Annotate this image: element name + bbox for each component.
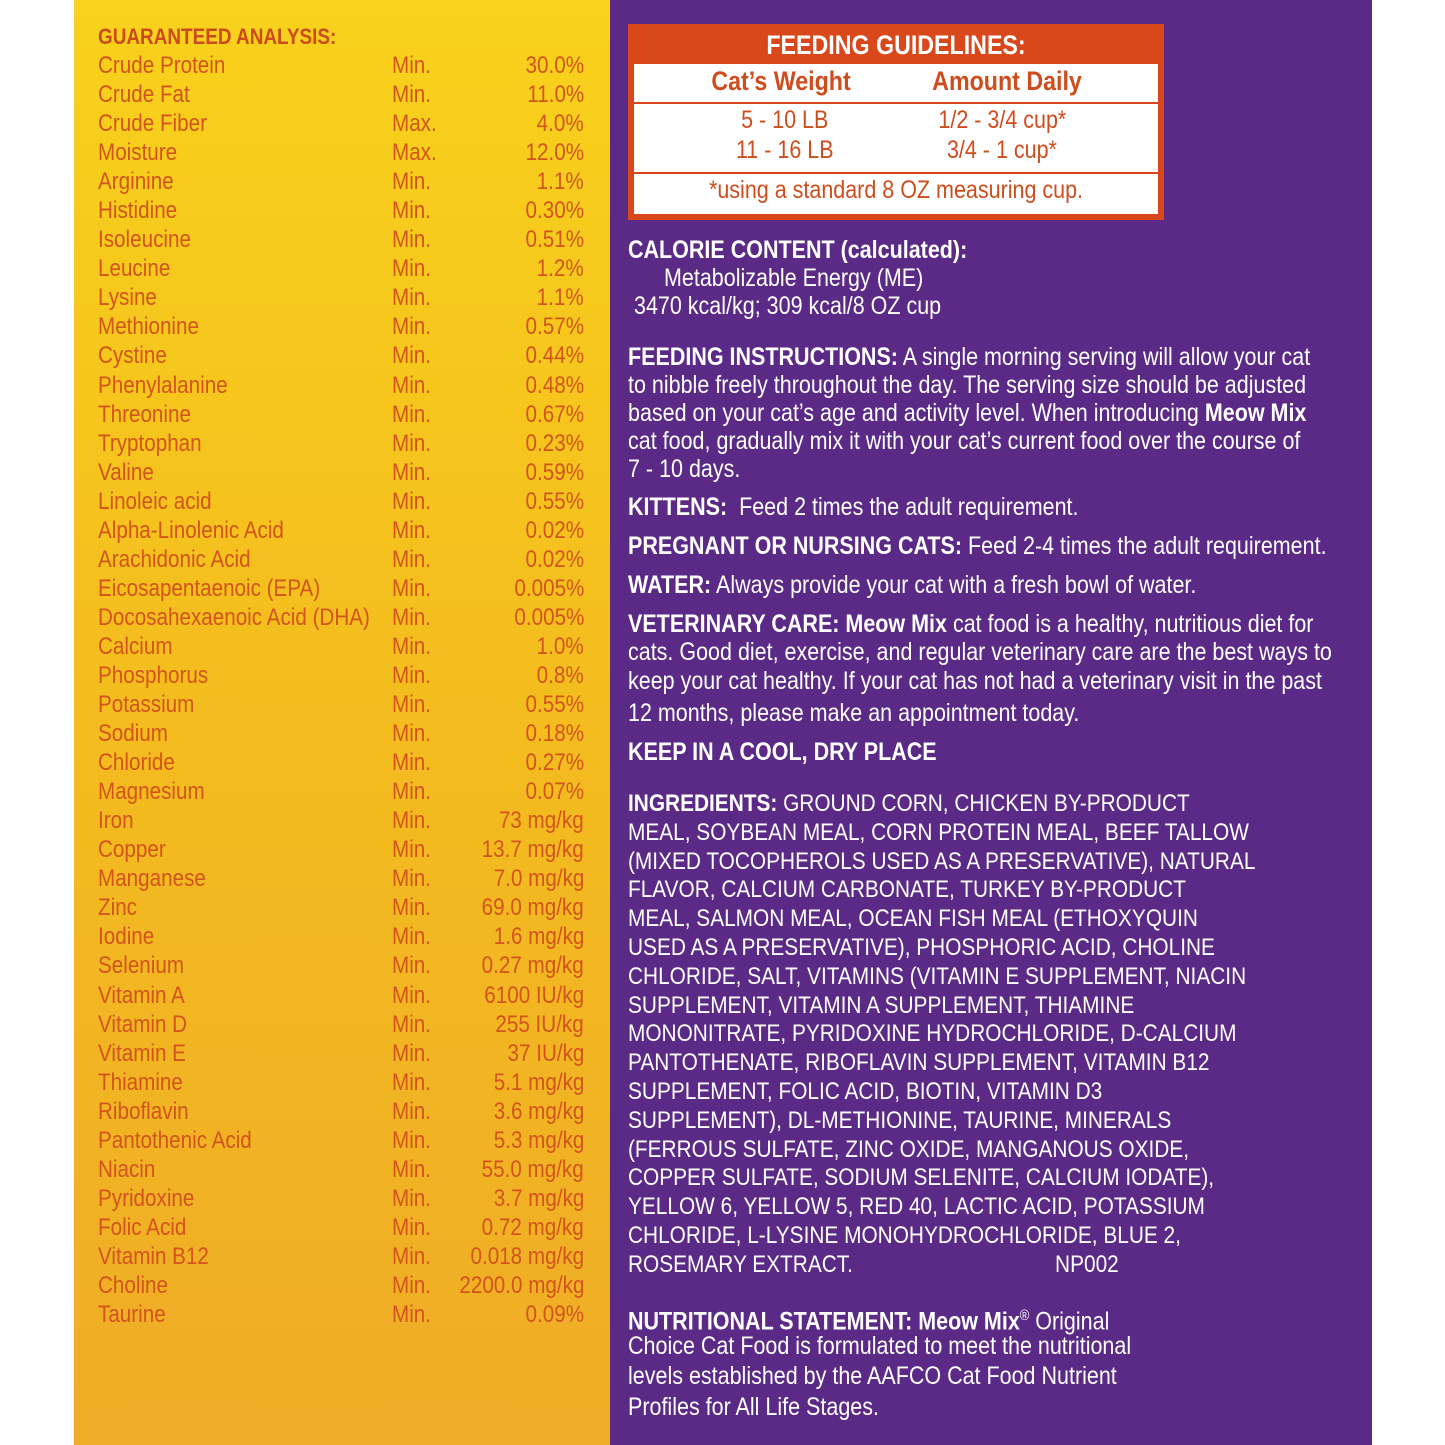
vet-line: cats. Good diet, exercise, and regular veterinary care are the best ways to: [628, 638, 1332, 666]
ingredients-line: PANTOTHENATE, RIBOFLAVIN SUPPLEMENT, VITAMIN B12: [628, 1049, 1210, 1077]
instructions-line: cat food, gradually mix it with your cat’s current food over the course of: [628, 427, 1301, 455]
analysis-row: [98, 80, 584, 109]
nutrient-value: 7.0 mg/kg: [493, 865, 584, 893]
analysis-row: [98, 429, 584, 458]
analysis-row: [98, 487, 584, 516]
ingredients-line: COPPER SULFATE, SODIUM SELENITE, CALCIUM IODATE),: [628, 1164, 1215, 1192]
nutrient-qualifier: Min.: [392, 1184, 431, 1212]
kittens-line: KITTENS: Feed 2 times the adult requirement.: [628, 493, 1079, 521]
nutrient-qualifier: Min.: [392, 1242, 431, 1270]
analysis-row: [98, 719, 584, 748]
ingredients-line: INGREDIENTS: GROUND CORN, CHICKEN BY-PRODUCT: [628, 790, 1190, 817]
ingredients-line: (FERROUS SULFATE, ZINC OXIDE, MANGANOUS OXIDE,: [628, 1135, 1189, 1163]
analysis-row: [98, 574, 584, 603]
nutrient-name: Pyridoxine: [98, 1184, 195, 1212]
nutrient-value: 0.005%: [513, 603, 584, 631]
analysis-row: [98, 196, 584, 225]
nutrient-value: 0.02%: [525, 545, 584, 573]
analysis-row: [98, 632, 584, 661]
nutrient-name: Niacin: [98, 1155, 156, 1183]
nutrient-value: 0.59%: [525, 458, 584, 486]
nutrient-name: Phenylalanine: [98, 371, 228, 399]
nutrient-name: Eicosapentaenoic (EPA): [98, 574, 321, 602]
nutrient-qualifier: Min.: [392, 1126, 431, 1154]
ingredients-line: (MIXED TOCOPHEROLS USED AS A PRESERVATIVE), NATURAL: [628, 847, 1256, 875]
vet-line: 12 months, please make an appointment today.: [628, 699, 1080, 727]
nutrient-qualifier: Min.: [392, 632, 431, 660]
nutrient-value: 0.44%: [525, 342, 584, 370]
nutrient-qualifier: Min.: [392, 1213, 431, 1241]
nutrient-qualifier: Min.: [392, 516, 431, 544]
analysis-row: [98, 312, 584, 341]
nutrient-name: Folic Acid: [98, 1213, 187, 1241]
analysis-row: [98, 51, 584, 80]
instructions-line: 7 - 10 days.: [628, 455, 741, 483]
nutrient-name: Crude Fiber: [98, 110, 207, 138]
analysis-row: [98, 516, 584, 545]
nutrient-name: Threonine: [98, 400, 191, 428]
storage-note: KEEP IN A COOL, DRY PLACE: [628, 738, 937, 766]
vet-line: VETERINARY CARE: Meow Mix cat food is a healthy, nutritious diet for: [628, 610, 1314, 638]
nutrient-value: 0.51%: [525, 226, 584, 254]
nutrient-value: 5.1 mg/kg: [493, 1068, 584, 1096]
analysis-row: [98, 1068, 584, 1097]
nutrient-value: 255 IU/kg: [495, 1010, 584, 1038]
nutrient-qualifier: Min.: [392, 284, 431, 312]
nutrient-value: 0.57%: [525, 313, 584, 341]
nutrient-qualifier: Min.: [392, 574, 431, 602]
nutrient-qualifier: Min.: [392, 342, 431, 370]
ingredients-block: [628, 790, 1256, 1280]
ingredients-line: MONONITRATE, PYRIDOXINE HYDROCHLORIDE, D-CALCIUM: [628, 1020, 1237, 1048]
analysis-row: [98, 981, 584, 1010]
nutrient-name: Phosphorus: [98, 661, 209, 689]
nutrient-qualifier: Min.: [392, 749, 431, 777]
nutrient-name: Calcium: [98, 632, 173, 660]
nutrient-qualifier: Min.: [392, 1271, 431, 1299]
nutrient-name: Sodium: [98, 720, 168, 748]
weight-cell: 5 - 10 LB: [741, 106, 829, 134]
nutrient-name: Moisture: [98, 139, 178, 167]
nutrient-name: Iodine: [98, 923, 155, 951]
nutrient-name: Arginine: [98, 168, 174, 196]
nutrient-value: 2200.0 mg/kg: [458, 1271, 584, 1299]
nutritional-line: levels established by the AAFCO Cat Food Nutrient: [628, 1362, 1117, 1390]
nutrient-name: Magnesium: [98, 778, 205, 806]
nutrient-value: 12.0%: [525, 139, 584, 167]
analysis-row: [98, 922, 584, 951]
col-header-amount: Amount Daily: [932, 66, 1082, 96]
analysis-row: [98, 1271, 584, 1300]
analysis-row: [98, 603, 584, 632]
nutrient-qualifier: Min.: [392, 720, 431, 748]
guaranteed-analysis-table: [98, 51, 584, 1329]
nutrient-name: Riboflavin: [98, 1097, 189, 1125]
nutrient-qualifier: Min.: [392, 52, 431, 79]
analysis-row: [98, 138, 584, 167]
nutrient-value: 0.018 mg/kg: [470, 1242, 584, 1270]
analysis-row: [98, 806, 584, 835]
analysis-row: [98, 1300, 584, 1329]
analysis-row: [98, 690, 584, 719]
analysis-row: [98, 254, 584, 283]
nutrient-qualifier: Min.: [392, 865, 431, 893]
feeding-guidelines-title: FEEDING GUIDELINES:: [766, 30, 1026, 60]
nutrient-value: 13.7 mg/kg: [481, 836, 584, 864]
analysis-row: [98, 1039, 584, 1068]
analysis-row: [98, 893, 584, 922]
nutrient-name: Copper: [98, 836, 166, 864]
nutrient-qualifier: Min.: [392, 1301, 431, 1329]
nutrient-value: 0.72 mg/kg: [481, 1213, 584, 1241]
nutrient-value: 1.0%: [536, 632, 584, 660]
nutrient-value: 3.6 mg/kg: [493, 1097, 584, 1125]
nutrient-name: Choline: [98, 1271, 168, 1299]
analysis-row: [98, 1126, 584, 1155]
analysis-row: [98, 777, 584, 806]
nutrient-value: 0.67%: [525, 400, 584, 428]
nutrient-name: Alpha-Linolenic Acid: [98, 516, 284, 544]
nutrient-value: 0.27%: [525, 749, 584, 777]
pregnant-line: PREGNANT OR NURSING CATS: Feed 2-4 times the adult requirement.: [628, 532, 1327, 560]
analysis-row: [98, 167, 584, 196]
amount-cell: 1/2 - 3/4 cup*: [938, 106, 1067, 134]
analysis-row: [98, 1010, 584, 1039]
ingredients-line: MEAL, SALMON MEAL, OCEAN FISH MEAL (ETHOXYQUIN: [628, 905, 1198, 933]
nutrient-qualifier: Min.: [392, 1039, 431, 1067]
nutrient-value: 0.07%: [525, 778, 584, 806]
nutrient-value: 0.30%: [525, 197, 584, 225]
nutrient-name: Vitamin D: [98, 1010, 188, 1038]
calorie-heading: CALORIE CONTENT (calculated):: [628, 236, 968, 264]
ingredients-line: CHLORIDE, SALT, VITAMINS (VITAMIN E SUPPLEMENT, NIACIN: [628, 962, 1247, 990]
water-line: WATER: Always provide your cat with a fresh bowl of water.: [628, 571, 1197, 599]
nutritional-line: Profiles for All Life Stages.: [628, 1393, 879, 1421]
nutrient-value: 69.0 mg/kg: [481, 894, 584, 922]
nutrient-value: 1.2%: [536, 255, 584, 283]
guaranteed-analysis-title: GUARANTEED ANALYSIS:: [98, 24, 337, 49]
nutrient-qualifier: Min.: [392, 952, 431, 980]
nutrient-qualifier: Min.: [392, 371, 431, 399]
instructions-line: FEEDING INSTRUCTIONS: A single morning serving will allow your cat: [628, 343, 1311, 371]
ingredients-line: CHLORIDE, L-LYSINE MONOHYDROCHLORIDE, BLUE 2,: [628, 1221, 1181, 1249]
nutrient-name: Leucine: [98, 255, 171, 283]
nutrient-value: 1.1%: [536, 168, 584, 196]
nutrient-qualifier: Min.: [392, 981, 431, 1009]
nutrient-value: 37 IU/kg: [507, 1039, 584, 1067]
nutrient-value: 1.6 mg/kg: [493, 923, 584, 951]
instructions-line: based on your cat’s age and activity level. When introducing Meow Mix: [628, 399, 1307, 427]
nutrient-value: 0.8%: [536, 661, 584, 689]
nutrient-value: 55.0 mg/kg: [481, 1155, 584, 1183]
analysis-row: [98, 1155, 584, 1184]
ingredients-line: SUPPLEMENT, VITAMIN A SUPPLEMENT, THIAMINE: [628, 991, 1135, 1019]
nutrient-qualifier: Min.: [392, 1097, 431, 1125]
ingredients-line: ROSEMARY EXTRACT. NP002: [628, 1250, 1119, 1278]
vet-line: keep your cat healthy. If your cat has not had a veterinary visit in the past: [628, 667, 1322, 695]
nutrient-qualifier: Min.: [392, 168, 431, 196]
analysis-row: [98, 371, 584, 400]
analysis-row: [98, 951, 584, 980]
analysis-row: [98, 835, 584, 864]
ingredients-line: USED AS A PRESERVATIVE), PHOSPHORIC ACID, CHOLINE: [628, 933, 1215, 961]
analysis-row: [98, 545, 584, 574]
analysis-row: [98, 1097, 584, 1126]
nutrient-qualifier: Min.: [392, 836, 431, 864]
nutrient-qualifier: Min.: [392, 313, 431, 341]
nutrient-name: Thiamine: [98, 1068, 183, 1096]
nutrient-qualifier: Min.: [392, 894, 431, 922]
nutrient-name: Potassium: [98, 691, 195, 719]
nutrient-value: 6100 IU/kg: [484, 981, 584, 1009]
analysis-row: [98, 109, 584, 138]
instructions-line: to nibble freely throughout the day. The serving size should be adjusted: [628, 371, 1307, 399]
nutrient-qualifier: Min.: [392, 807, 431, 835]
nutrient-qualifier: Max.: [392, 139, 437, 167]
nutrient-value: 3.7 mg/kg: [493, 1184, 584, 1212]
nutrient-value: 0.55%: [525, 691, 584, 719]
analysis-row: [98, 748, 584, 777]
nutrient-name: Vitamin B12: [98, 1242, 209, 1270]
nutrient-qualifier: Min.: [392, 778, 431, 806]
analysis-row: [98, 341, 584, 370]
nutrient-name: Crude Fat: [98, 81, 190, 109]
nutrient-name: Methionine: [98, 313, 199, 341]
nutritional-line: Choice Cat Food is formulated to meet the nutritional: [628, 1332, 1132, 1360]
nutrient-value: 0.18%: [525, 720, 584, 748]
analysis-row: [98, 400, 584, 429]
nutrient-qualifier: Max.: [392, 110, 437, 138]
nutrient-name: Pantothenic Acid: [98, 1126, 252, 1154]
nutrient-qualifier: Min.: [392, 691, 431, 719]
nutrient-value: 0.27 mg/kg: [481, 952, 584, 980]
nutrient-qualifier: Min.: [392, 1010, 431, 1038]
nutrient-name: Isoleucine: [98, 226, 191, 254]
table-divider: [634, 172, 1158, 174]
nutrient-value: 1.1%: [536, 284, 584, 312]
nutrient-value: 11.0%: [526, 81, 584, 109]
measuring-cup-note: *using a standard 8 OZ measuring cup.: [708, 176, 1084, 204]
nutrient-qualifier: Min.: [392, 255, 431, 283]
nutrient-name: Tryptophan: [98, 429, 202, 457]
nutrient-name: Vitamin A: [98, 981, 185, 1009]
nutrient-value: 73 mg/kg: [499, 807, 584, 835]
nutritional-line: NUTRITIONAL STATEMENT: Meow Mix® Original: [628, 1307, 1110, 1336]
nutrient-qualifier: Min.: [392, 1155, 431, 1183]
nutrient-qualifier: Min.: [392, 81, 431, 109]
nutrient-name: Docosahexaenoic Acid (DHA): [98, 603, 370, 631]
nutrient-value: 4.0%: [536, 110, 584, 138]
nutrient-value: 30.0%: [525, 52, 584, 79]
nutrient-qualifier: Min.: [392, 429, 431, 457]
nutrient-value: 0.23%: [525, 429, 584, 457]
nutrient-qualifier: Min.: [392, 923, 431, 951]
analysis-row: [98, 458, 584, 487]
analysis-row: [98, 661, 584, 690]
nutrient-name: Crude Protein: [98, 52, 226, 79]
nutrient-value: 0.005%: [513, 574, 584, 602]
table-divider: [634, 102, 1158, 104]
nutrient-name: Histidine: [98, 197, 178, 225]
nutrient-qualifier: Min.: [392, 458, 431, 486]
nutrient-qualifier: Min.: [392, 487, 431, 515]
nutrient-value: 0.48%: [525, 371, 584, 399]
nutrient-name: Zinc: [98, 894, 137, 922]
nutrient-qualifier: Min.: [392, 1068, 431, 1096]
analysis-row: [98, 283, 584, 312]
nutrient-value: 5.3 mg/kg: [493, 1126, 584, 1154]
nutrient-name: Cystine: [98, 342, 167, 370]
nutrient-qualifier: Min.: [392, 400, 431, 428]
ingredients-line: FLAVOR, CALCIUM CARBONATE, TURKEY BY-PRODUCT: [628, 876, 1186, 904]
nutrient-name: Chloride: [98, 749, 175, 777]
nutrient-value: 0.55%: [525, 487, 584, 515]
col-header-weight: Cat’s Weight: [711, 66, 851, 96]
nutrient-value: 0.09%: [525, 1301, 584, 1329]
product-code: NP002: [1055, 1250, 1119, 1278]
weight-cell: 11 - 16 LB: [735, 136, 834, 164]
nutrient-name: Selenium: [98, 952, 185, 980]
calorie-line: Metabolizable Energy (ME): [664, 264, 924, 292]
analysis-row: [98, 864, 584, 893]
ingredients-line: YELLOW 6, YELLOW 5, RED 40, LACTIC ACID, POTASSIUM: [628, 1193, 1205, 1221]
nutrient-name: Valine: [98, 458, 154, 486]
ingredients-line: SUPPLEMENT, FOLIC ACID, BIOTIN, VITAMIN D3: [628, 1077, 1103, 1105]
nutrient-name: Taurine: [98, 1301, 166, 1329]
nutrient-value: 0.02%: [525, 516, 584, 544]
ingredients-line: MEAL, SOYBEAN MEAL, CORN PROTEIN MEAL, BEEF TALLOW: [628, 818, 1249, 846]
nutrient-qualifier: Min.: [392, 661, 431, 689]
amount-cell: 3/4 - 1 cup*: [946, 136, 1057, 164]
ingredients-line: SUPPLEMENT), DL-METHIONINE, TAURINE, MINERALS: [628, 1106, 1172, 1134]
nutrient-name: Arachidonic Acid: [98, 545, 251, 573]
nutrient-name: Vitamin E: [98, 1039, 186, 1067]
nutrient-name: Manganese: [98, 865, 206, 893]
calorie-line: 3470 kcal/kg; 309 kcal/8 OZ cup: [634, 292, 942, 320]
nutrient-name: Linoleic acid: [98, 487, 212, 515]
analysis-row: [98, 225, 584, 254]
nutrient-qualifier: Min.: [392, 603, 431, 631]
analysis-row: [98, 1242, 584, 1271]
nutrient-qualifier: Min.: [392, 197, 431, 225]
nutrient-qualifier: Min.: [392, 226, 431, 254]
nutrient-name: Lysine: [98, 284, 157, 312]
analysis-row: [98, 1184, 584, 1213]
analysis-row: [98, 1213, 584, 1242]
nutrient-qualifier: Min.: [392, 545, 431, 573]
nutrient-name: Iron: [98, 807, 134, 835]
